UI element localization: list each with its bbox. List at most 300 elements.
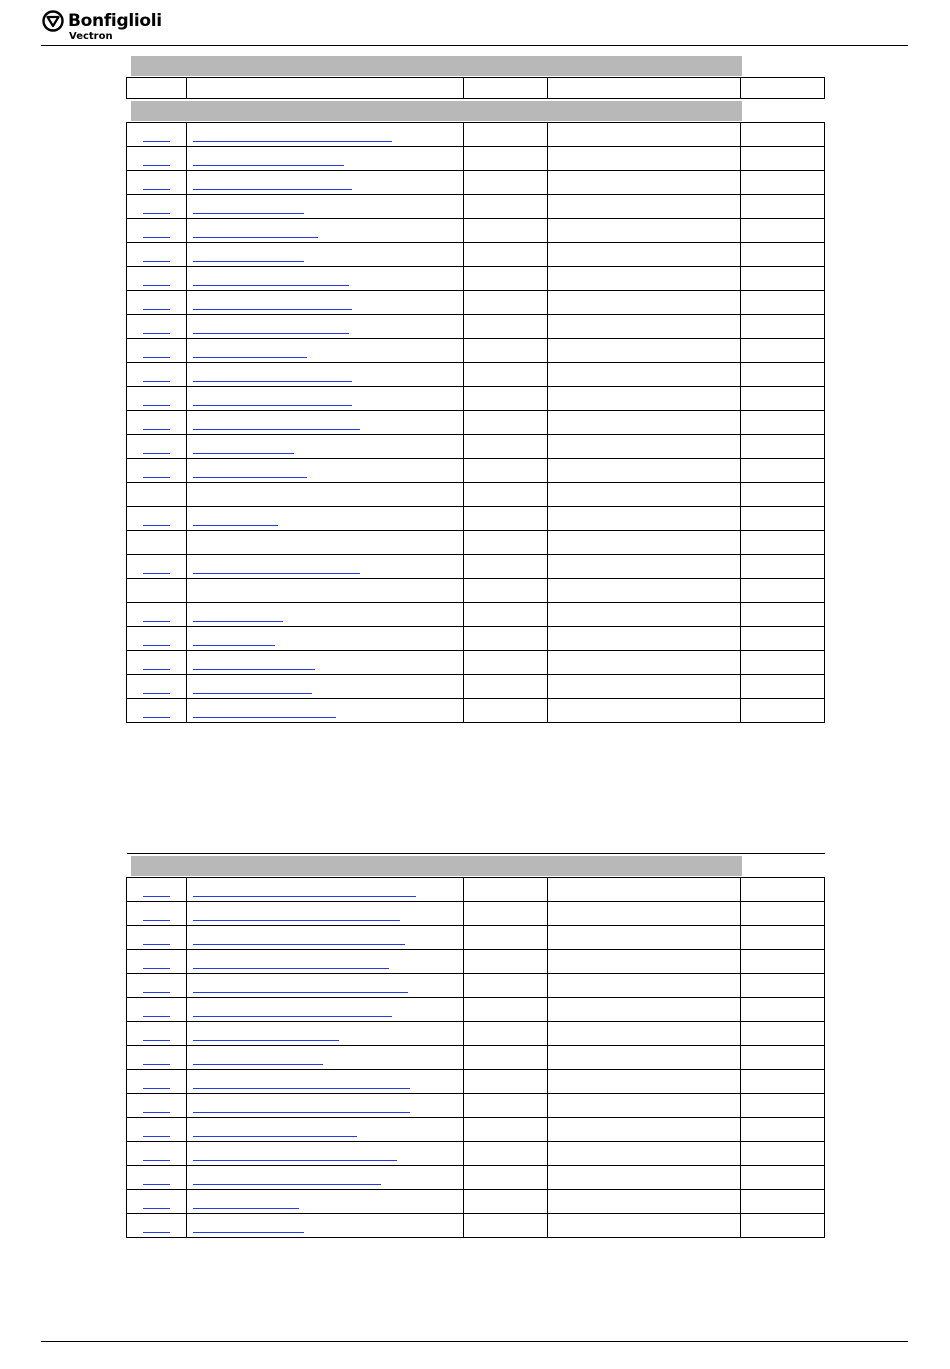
value-cell xyxy=(464,1022,548,1046)
parameter-number-link[interactable] xyxy=(143,261,170,262)
value-cell xyxy=(464,699,548,723)
parameter-name-link[interactable] xyxy=(193,309,352,310)
value-cell xyxy=(464,1118,548,1142)
table-row xyxy=(127,339,825,363)
table-row xyxy=(127,1118,825,1142)
param-no-cell xyxy=(127,147,187,171)
table-row xyxy=(127,123,825,147)
param-no-cell xyxy=(127,1046,187,1070)
table-row xyxy=(127,699,825,723)
parameter-number-link[interactable] xyxy=(143,1088,170,1089)
value-cell xyxy=(464,339,548,363)
page-cell xyxy=(741,267,825,291)
brand-subname: Vectron xyxy=(69,31,113,42)
param-no-cell xyxy=(127,974,187,998)
param-no-cell xyxy=(127,387,187,411)
description-cell xyxy=(548,902,741,926)
value-cell xyxy=(464,1214,548,1238)
description-cell xyxy=(548,1094,741,1118)
parameter-number-link[interactable] xyxy=(143,968,170,969)
param-no-cell xyxy=(127,531,187,555)
param-name-cell xyxy=(187,459,464,483)
page-cell xyxy=(741,459,825,483)
parameter-table-2 xyxy=(126,853,825,1238)
value-cell xyxy=(464,651,548,675)
table-row xyxy=(127,171,825,195)
param-name-cell xyxy=(187,219,464,243)
parameter-name-link[interactable] xyxy=(193,621,283,622)
param-no-cell xyxy=(127,195,187,219)
description-cell xyxy=(548,219,741,243)
value-cell xyxy=(464,1046,548,1070)
parameter-name-link[interactable] xyxy=(193,477,307,478)
param-name-cell xyxy=(187,387,464,411)
page-cell xyxy=(741,243,825,267)
page-cell xyxy=(741,627,825,651)
parameter-number-link[interactable] xyxy=(143,453,170,454)
parameter-name-link[interactable] xyxy=(193,525,278,526)
param-name-cell xyxy=(187,171,464,195)
parameter-name-link[interactable] xyxy=(193,429,360,430)
table-row xyxy=(127,435,825,459)
param-name-cell xyxy=(187,531,464,555)
param-no-cell xyxy=(127,1022,187,1046)
description-cell xyxy=(548,435,741,459)
parameter-number-link[interactable] xyxy=(143,165,170,166)
param-no-cell xyxy=(127,1118,187,1142)
description-cell xyxy=(548,1142,741,1166)
param-no-cell xyxy=(127,902,187,926)
parameter-name-link[interactable] xyxy=(193,1184,381,1185)
description-cell xyxy=(548,1166,741,1190)
parameter-number-link[interactable] xyxy=(143,693,170,694)
param-name-cell xyxy=(187,147,464,171)
value-cell xyxy=(464,507,548,531)
table-row xyxy=(127,147,825,171)
param-name-cell xyxy=(187,243,464,267)
value-cell xyxy=(464,387,548,411)
value-cell xyxy=(464,998,548,1022)
table-row xyxy=(127,603,825,627)
value-cell xyxy=(464,1094,548,1118)
parameter-number-link[interactable] xyxy=(143,1160,170,1161)
table-row xyxy=(127,1094,825,1118)
param-name-cell xyxy=(187,555,464,579)
param-name-cell xyxy=(187,435,464,459)
param-no-cell xyxy=(127,555,187,579)
value-cell xyxy=(464,531,548,555)
page-cell xyxy=(741,507,825,531)
param-name-cell xyxy=(187,974,464,998)
param-no-cell xyxy=(127,123,187,147)
page-cell xyxy=(741,1142,825,1166)
table-row xyxy=(127,315,825,339)
parameter-name-link[interactable] xyxy=(193,669,315,670)
value-cell xyxy=(464,147,548,171)
parameter-number-link[interactable] xyxy=(143,309,170,310)
parameter-number-link[interactable] xyxy=(143,213,170,214)
parameter-name-link[interactable] xyxy=(193,717,336,718)
description-cell xyxy=(548,1214,741,1238)
page-cell xyxy=(741,603,825,627)
description-cell xyxy=(548,627,741,651)
parameter-name-link[interactable] xyxy=(193,920,400,921)
table-row xyxy=(127,998,825,1022)
page-cell xyxy=(741,902,825,926)
table-row xyxy=(127,675,825,699)
table-row xyxy=(127,974,825,998)
parameter-name-link[interactable] xyxy=(193,285,349,286)
page-cell xyxy=(741,651,825,675)
value-cell xyxy=(464,435,548,459)
param-name-cell xyxy=(187,123,464,147)
table-row xyxy=(127,878,825,902)
page-cell xyxy=(741,531,825,555)
value-cell xyxy=(464,123,548,147)
param-no-cell xyxy=(127,483,187,507)
description-cell xyxy=(548,579,741,603)
page-cell xyxy=(741,950,825,974)
parameter-number-link[interactable] xyxy=(143,621,170,622)
param-name-cell xyxy=(187,603,464,627)
value-cell xyxy=(464,902,548,926)
param-name-cell xyxy=(187,1166,464,1190)
param-no-cell xyxy=(127,651,187,675)
description-cell xyxy=(548,315,741,339)
param-name-cell xyxy=(187,950,464,974)
value-cell xyxy=(464,363,548,387)
parameter-number-link[interactable] xyxy=(143,189,170,190)
parameter-number-link[interactable] xyxy=(143,1208,170,1209)
parameter-number-link[interactable] xyxy=(143,1136,170,1137)
parameter-number-link[interactable] xyxy=(143,1112,170,1113)
parameter-name-link[interactable] xyxy=(193,1160,397,1161)
page-cell xyxy=(741,1166,825,1190)
description-cell xyxy=(548,339,741,363)
page-cell xyxy=(741,387,825,411)
param-no-cell xyxy=(127,291,187,315)
value-cell xyxy=(464,555,548,579)
parameter-name-link[interactable] xyxy=(193,405,352,406)
table-row xyxy=(127,291,825,315)
parameter-number-link[interactable] xyxy=(143,669,170,670)
parameter-number-link[interactable] xyxy=(143,285,170,286)
description-cell xyxy=(548,998,741,1022)
parameter-name-link[interactable] xyxy=(193,165,344,166)
param-name-cell xyxy=(187,1190,464,1214)
value-cell xyxy=(464,243,548,267)
table-row xyxy=(127,579,825,603)
page-cell xyxy=(741,1118,825,1142)
param-name-cell xyxy=(187,315,464,339)
param-no-cell xyxy=(127,950,187,974)
param-no-cell xyxy=(127,171,187,195)
section-header-bar xyxy=(127,854,825,878)
param-no-cell xyxy=(127,878,187,902)
parameter-name-link[interactable] xyxy=(193,1232,304,1233)
parameter-number-link[interactable] xyxy=(143,237,170,238)
value-cell xyxy=(464,171,548,195)
table-row xyxy=(127,1166,825,1190)
param-name-cell xyxy=(187,195,464,219)
parameter-number-link[interactable] xyxy=(143,944,170,945)
parameter-name-link[interactable] xyxy=(193,381,352,382)
parameter-name-link[interactable] xyxy=(193,333,349,334)
page-cell xyxy=(741,339,825,363)
param-name-cell xyxy=(187,675,464,699)
parameter-name-link[interactable] xyxy=(193,896,416,897)
parameter-name-link[interactable] xyxy=(193,357,307,358)
value-cell xyxy=(464,950,548,974)
param-name-cell xyxy=(187,267,464,291)
page-cell xyxy=(741,926,825,950)
parameter-name-link[interactable] xyxy=(193,1064,323,1065)
page-cell xyxy=(741,699,825,723)
param-name-cell xyxy=(187,363,464,387)
description-cell xyxy=(548,171,741,195)
page-cell xyxy=(741,555,825,579)
param-no-cell xyxy=(127,675,187,699)
param-no-cell xyxy=(127,1166,187,1190)
parameter-name-link[interactable] xyxy=(193,944,405,945)
param-no-cell xyxy=(127,1142,187,1166)
value-cell xyxy=(464,483,548,507)
param-name-cell xyxy=(187,1022,464,1046)
page-cell xyxy=(741,195,825,219)
table-row xyxy=(127,243,825,267)
parameter-number-link[interactable] xyxy=(143,357,170,358)
parameter-name-link[interactable] xyxy=(193,1016,392,1017)
page-cell xyxy=(741,1190,825,1214)
description-cell xyxy=(548,1190,741,1214)
parameter-name-link[interactable] xyxy=(193,968,389,969)
param-no-cell xyxy=(127,411,187,435)
parameter-number-link[interactable] xyxy=(143,1232,170,1233)
param-name-cell xyxy=(187,507,464,531)
param-no-cell xyxy=(127,998,187,1022)
table-row xyxy=(127,1142,825,1166)
value-cell xyxy=(464,1190,548,1214)
value-cell xyxy=(464,459,548,483)
header-rule xyxy=(41,45,908,46)
description-cell xyxy=(548,291,741,315)
parameter-name-link[interactable] xyxy=(193,1088,410,1089)
param-name-cell xyxy=(187,1070,464,1094)
table-row xyxy=(127,1022,825,1046)
value-cell xyxy=(464,1070,548,1094)
column-header-row xyxy=(127,78,825,99)
value-cell xyxy=(464,878,548,902)
table-row xyxy=(127,902,825,926)
parameter-number-link[interactable] xyxy=(143,1016,170,1017)
table-row xyxy=(127,267,825,291)
parameter-number-link[interactable] xyxy=(143,1064,170,1065)
parameter-number-link[interactable] xyxy=(143,573,170,574)
parameter-number-link[interactable] xyxy=(143,1184,170,1185)
page-cell xyxy=(741,1214,825,1238)
page-cell xyxy=(741,1094,825,1118)
parameter-number-link[interactable] xyxy=(143,920,170,921)
param-name-cell xyxy=(187,1094,464,1118)
description-cell xyxy=(548,1118,741,1142)
parameter-number-link[interactable] xyxy=(143,333,170,334)
param-no-cell xyxy=(127,243,187,267)
description-cell xyxy=(548,147,741,171)
param-no-cell xyxy=(127,627,187,651)
table-row xyxy=(127,195,825,219)
parameter-number-link[interactable] xyxy=(143,992,170,993)
param-name-cell xyxy=(187,878,464,902)
page-cell xyxy=(741,147,825,171)
value-cell xyxy=(464,267,548,291)
param-no-cell xyxy=(127,435,187,459)
parameter-name-link[interactable] xyxy=(193,992,408,993)
value-cell xyxy=(464,195,548,219)
value-cell xyxy=(464,219,548,243)
table-row xyxy=(127,483,825,507)
parameter-number-link[interactable] xyxy=(143,896,170,897)
value-cell xyxy=(464,1142,548,1166)
parameter-name-link[interactable] xyxy=(193,645,275,646)
page-cell xyxy=(741,291,825,315)
param-name-cell xyxy=(187,579,464,603)
value-cell xyxy=(464,579,548,603)
table-row xyxy=(127,1190,825,1214)
table-row xyxy=(127,459,825,483)
description-cell xyxy=(548,459,741,483)
page-cell xyxy=(741,315,825,339)
parameter-name-link[interactable] xyxy=(193,693,312,694)
description-cell xyxy=(548,555,741,579)
table-row xyxy=(127,363,825,387)
param-no-cell xyxy=(127,1094,187,1118)
table-row xyxy=(127,531,825,555)
parameter-number-link[interactable] xyxy=(143,381,170,382)
parameter-name-link[interactable] xyxy=(193,261,304,262)
parameter-name-link[interactable] xyxy=(193,189,352,190)
value-cell xyxy=(464,411,548,435)
param-name-cell xyxy=(187,1142,464,1166)
parameter-number-link[interactable] xyxy=(143,477,170,478)
value-cell xyxy=(464,291,548,315)
page-cell xyxy=(741,878,825,902)
parameter-number-link[interactable] xyxy=(143,645,170,646)
parameter-number-link[interactable] xyxy=(143,429,170,430)
value-cell xyxy=(464,1166,548,1190)
parameter-number-link[interactable] xyxy=(143,1040,170,1041)
param-no-cell xyxy=(127,267,187,291)
parameter-name-link[interactable] xyxy=(193,453,294,454)
page-cell xyxy=(741,579,825,603)
description-cell xyxy=(548,123,741,147)
description-cell xyxy=(548,1070,741,1094)
param-no-cell xyxy=(127,315,187,339)
param-name-cell xyxy=(187,411,464,435)
page-cell xyxy=(741,974,825,998)
parameter-name-link[interactable] xyxy=(193,573,360,574)
description-cell xyxy=(548,878,741,902)
description-cell xyxy=(548,974,741,998)
page-cell xyxy=(741,998,825,1022)
parameter-name-link[interactable] xyxy=(193,237,318,238)
table-row xyxy=(127,627,825,651)
parameter-name-link[interactable] xyxy=(193,1040,339,1041)
parameter-name-link[interactable] xyxy=(193,141,392,142)
parameter-number-link[interactable] xyxy=(143,717,170,718)
param-no-cell xyxy=(127,507,187,531)
parameter-name-link[interactable] xyxy=(193,1208,299,1209)
brand-logo xyxy=(42,8,192,44)
value-cell xyxy=(464,603,548,627)
param-name-cell xyxy=(187,1214,464,1238)
table-row xyxy=(127,507,825,531)
parameter-name-link[interactable] xyxy=(193,213,304,214)
page-cell xyxy=(741,435,825,459)
section-header-bar xyxy=(127,54,825,78)
table-row xyxy=(127,651,825,675)
bonfiglioli-logo-icon xyxy=(42,10,64,32)
param-no-cell xyxy=(127,603,187,627)
table-row xyxy=(127,387,825,411)
param-name-cell xyxy=(187,699,464,723)
parameter-number-link[interactable] xyxy=(143,525,170,526)
brand-name: Bonfiglioli xyxy=(68,11,162,31)
param-name-cell xyxy=(187,291,464,315)
param-no-cell xyxy=(127,363,187,387)
parameter-name-link[interactable] xyxy=(193,1136,357,1137)
param-name-cell xyxy=(187,483,464,507)
table-row xyxy=(127,1214,825,1238)
table-row xyxy=(127,555,825,579)
param-no-cell xyxy=(127,579,187,603)
param-name-cell xyxy=(187,1118,464,1142)
description-cell xyxy=(548,387,741,411)
description-cell xyxy=(548,363,741,387)
table-row xyxy=(127,219,825,243)
parameter-number-link[interactable] xyxy=(143,141,170,142)
description-cell xyxy=(548,411,741,435)
parameter-name-link[interactable] xyxy=(193,1112,410,1113)
description-cell xyxy=(548,243,741,267)
param-no-cell xyxy=(127,926,187,950)
param-name-cell xyxy=(187,926,464,950)
table-row xyxy=(127,1046,825,1070)
table-row xyxy=(127,926,825,950)
description-cell xyxy=(548,603,741,627)
parameter-number-link[interactable] xyxy=(143,405,170,406)
description-cell xyxy=(548,950,741,974)
value-cell xyxy=(464,627,548,651)
value-cell xyxy=(464,974,548,998)
description-cell xyxy=(548,675,741,699)
section-header-bar xyxy=(127,99,825,123)
table-row xyxy=(127,1070,825,1094)
table-row xyxy=(127,411,825,435)
description-cell xyxy=(548,531,741,555)
param-name-cell xyxy=(187,651,464,675)
description-cell xyxy=(548,699,741,723)
table-row xyxy=(127,950,825,974)
param-name-cell xyxy=(187,902,464,926)
description-cell xyxy=(548,1046,741,1070)
param-no-cell xyxy=(127,1070,187,1094)
page-cell xyxy=(741,1022,825,1046)
param-no-cell xyxy=(127,1214,187,1238)
description-cell xyxy=(548,195,741,219)
param-name-cell xyxy=(187,998,464,1022)
footer-rule xyxy=(41,1341,908,1342)
description-cell xyxy=(548,651,741,675)
